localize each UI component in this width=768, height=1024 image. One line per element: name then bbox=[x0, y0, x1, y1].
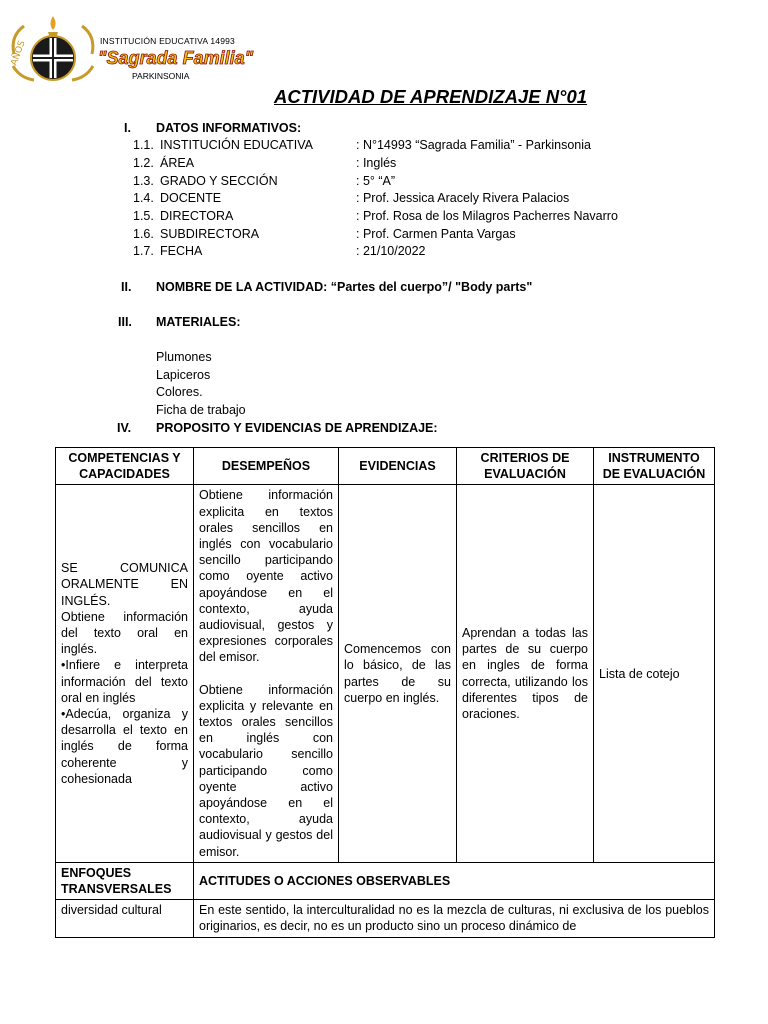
section-2-heading: NOMBRE DE LA ACTIVIDAD: “Partes del cuerpo”/ "Body parts" bbox=[156, 280, 533, 294]
acciones-header: ACTITUDES O ACCIONES OBSERVABLES bbox=[194, 862, 715, 899]
desempeno-2: Obtiene información explicita y relevante en textos orales sencillos en inglés con vocabulario sencillo participando como oyente activo apoyándose en el contexto, ayuda audiovisual y gestos del emisor. bbox=[199, 682, 333, 859]
info-label: SUBDIRECTORA bbox=[160, 227, 260, 241]
info-label: INSTITUCIÓN EDUCATIVA bbox=[160, 138, 314, 152]
info-value: : Inglés bbox=[356, 156, 397, 170]
info-label: GRADO Y SECCIÓN bbox=[160, 174, 278, 188]
page-title: ACTIVIDAD DE APRENDIZAJE N°01 bbox=[274, 86, 588, 107]
table-row bbox=[56, 485, 715, 862]
table-row bbox=[56, 900, 715, 937]
desempenos-cell bbox=[194, 485, 339, 862]
info-num: 1.7. bbox=[133, 244, 154, 258]
info-value: : N°14993 “Sagrada Familia” - Parkinsonia bbox=[356, 138, 591, 152]
info-value: : 21/10/2022 bbox=[356, 244, 426, 258]
school-crest-icon bbox=[8, 14, 98, 84]
criterios-cell: Aprendan a todas las partes de su cuerpo en ingles de forma correcta, utilizando los diferentes tipos de oraciones. bbox=[457, 485, 594, 862]
info-label: DIRECTORA bbox=[160, 209, 234, 223]
col-header-criterios: CRITERIOS DE EVALUACIÓN bbox=[457, 448, 594, 485]
info-num: 1.6. bbox=[133, 227, 154, 241]
info-value: : Prof. Rosa de los Milagros Pacherres Navarro bbox=[356, 209, 618, 223]
enfoque-cell: diversidad cultural bbox=[56, 900, 194, 937]
instrumento-cell: Lista de cotejo bbox=[594, 485, 715, 862]
section-3-number: III. bbox=[118, 315, 132, 329]
col-header-instrumento: INSTRUMENTO DE EVALUACIÓN bbox=[594, 448, 715, 485]
info-num: 1.4. bbox=[133, 191, 154, 205]
info-label: ÁREA bbox=[160, 156, 195, 170]
info-num: 1.2. bbox=[133, 156, 154, 170]
evidencias-cell: Comencemos con lo básico, de las partes de su cuerpo en inglés. bbox=[339, 485, 457, 862]
competencias-cell bbox=[56, 485, 194, 862]
col-header-competencias: COMPETENCIAS Y CAPACIDADES bbox=[56, 448, 194, 485]
section-2-number: II. bbox=[121, 280, 132, 294]
learning-table bbox=[55, 447, 715, 938]
info-value: : 5° “A” bbox=[356, 174, 396, 188]
material-item: Ficha de trabajo bbox=[156, 403, 246, 417]
info-label: DOCENTE bbox=[160, 191, 222, 205]
capacidad-3: • Adecúa, organiza y desarrolla el texto en inglés de forma coherente y cohesionada bbox=[61, 706, 188, 787]
material-item: Colores. bbox=[156, 385, 203, 399]
info-num: 1.1. bbox=[133, 138, 154, 152]
info-value: : Prof. Carmen Panta Vargas bbox=[356, 227, 516, 241]
accion-cell: En este sentido, la interculturalidad no es la mezcla de culturas, ni exclusiva de los pueblos originarios, es decir, no es un producto sino un proceso dinámico de bbox=[194, 900, 715, 937]
logo-institution-line: INSTITUCIÓN EDUCATIVA 14993 bbox=[100, 36, 235, 46]
school-logo bbox=[8, 14, 254, 84]
capacidad-1: Obtiene información del texto oral en inglés. bbox=[61, 609, 188, 657]
desempeno-1: Obtiene información explicita en textos orales sencillos en inglés con vocabulario sencillo participando como oyente activo apoyándose en el contexto, ayuda audiovisual, gestos y expresiones corporales del emisor. bbox=[199, 488, 333, 665]
section-4-number: IV. bbox=[117, 421, 132, 435]
section-1-heading: DATOS INFORMATIVOS: bbox=[156, 121, 302, 135]
material-item: Plumones bbox=[156, 350, 212, 364]
col-header-evidencias: EVIDENCIAS bbox=[339, 448, 457, 485]
col-header-desempenos: DESEMPEÑOS bbox=[194, 448, 339, 485]
section-1-number: I. bbox=[124, 121, 131, 135]
info-num: 1.5. bbox=[133, 209, 154, 223]
capacidad-2: • Infiere e interpreta información del texto oral en inglés bbox=[61, 657, 188, 706]
section-3-heading: MATERIALES: bbox=[156, 315, 241, 329]
info-value: : Prof. Jessica Aracely Rivera Palacios bbox=[356, 191, 570, 205]
enfoques-header: ENFOQUES TRANSVERSALES bbox=[56, 862, 194, 899]
section-4-heading: PROPOSITO Y EVIDENCIAS DE APRENDIZAJE: bbox=[156, 421, 438, 435]
info-label: FECHA bbox=[160, 244, 203, 258]
table-row bbox=[56, 862, 715, 899]
logo-town: PARKINSONIA bbox=[132, 71, 190, 81]
material-item: Lapiceros bbox=[156, 368, 211, 382]
table-header-row bbox=[56, 448, 715, 485]
svg-text:AÑOS: AÑOS bbox=[9, 39, 28, 68]
logo-school-name: "Sagrada Familia" bbox=[98, 48, 254, 68]
info-num: 1.3. bbox=[133, 174, 154, 188]
competencia-main: SE COMUNICA ORALMENTE EN INGLÉS. bbox=[61, 561, 188, 608]
